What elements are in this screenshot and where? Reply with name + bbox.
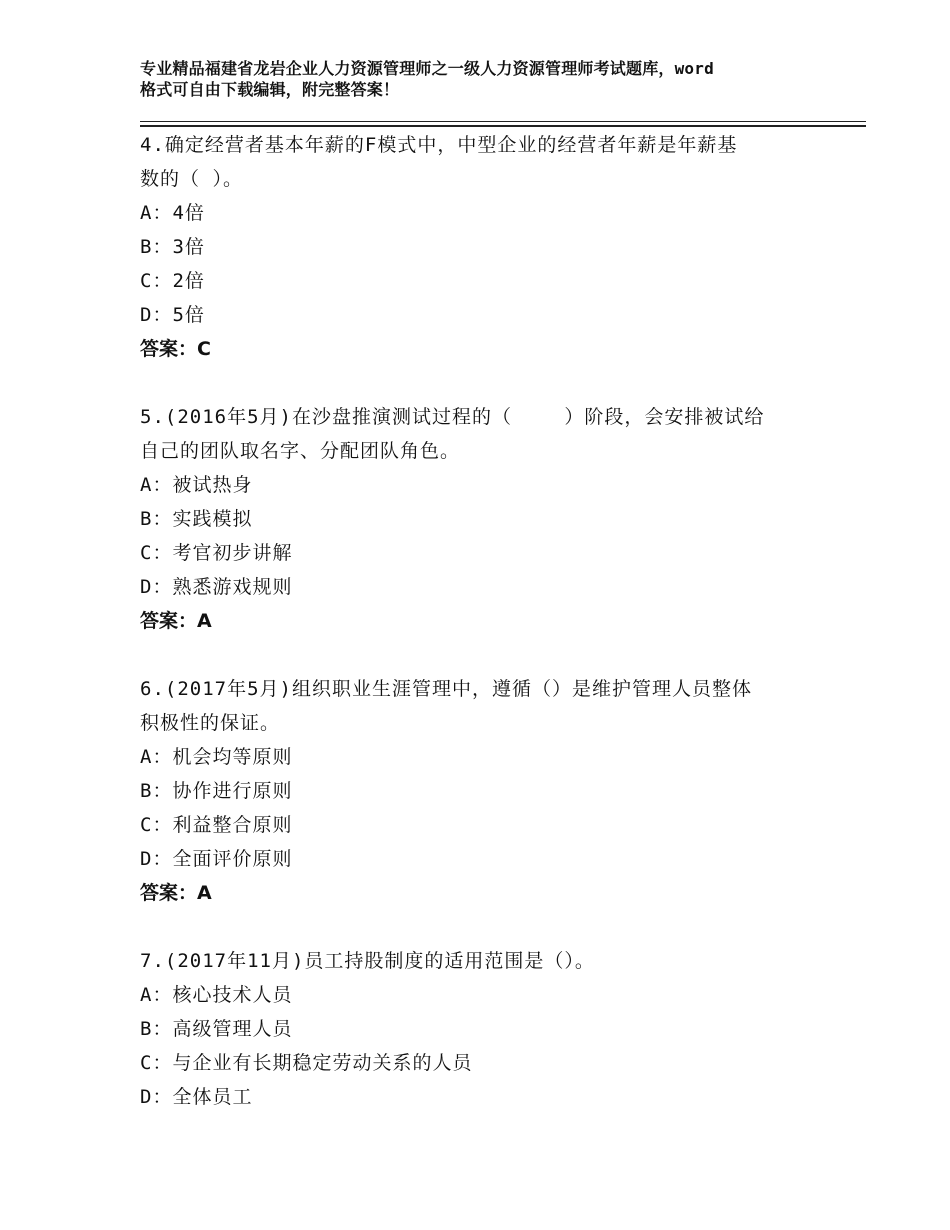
header-divider-thick (140, 125, 866, 127)
header-line-2: 格式可自由下载编辑，附完整答案！ (140, 80, 400, 99)
question-text: 4.确定经营者基本年薪的F模式中，中型企业的经营者年薪是年薪基 数的（ ）。 (140, 134, 738, 190)
document-header (140, 58, 820, 100)
option-c: C：利益整合原则 (140, 814, 293, 836)
question-5 (140, 400, 830, 638)
option-d: D：全体员工 (140, 1086, 253, 1108)
question-list (140, 128, 830, 1114)
option-d: D：熟悉游戏规则 (140, 576, 293, 598)
question-7 (140, 944, 830, 1114)
option-b: B：实践模拟 (140, 508, 253, 530)
option-b: B：协作进行原则 (140, 780, 293, 802)
option-c: C：与企业有长期稳定劳动关系的人员 (140, 1052, 473, 1074)
option-b: B：3倍 (140, 236, 205, 258)
spacer (140, 638, 830, 672)
question-4 (140, 128, 830, 366)
question-text: 6.(2017年5月)组织职业生涯管理中，遵循（）是维护管理人员整体 积极性的保证。 (140, 678, 752, 734)
option-c: C：2倍 (140, 270, 205, 292)
question-6 (140, 672, 830, 910)
option-a: A：4倍 (140, 202, 205, 224)
option-a: A：核心技术人员 (140, 984, 293, 1006)
question-text: 5.(2016年5月)在沙盘推演测试过程的（ ）阶段，会安排被试给 自己的团队取名字、分配团队角色。 (140, 406, 765, 462)
option-a: A：机会均等原则 (140, 746, 293, 768)
question-text: 7.(2017年11月)员工持股制度的适用范围是（）。 (140, 950, 595, 972)
answer-label: 答案：A (140, 610, 212, 632)
header-line-1: 专业精品福建省龙岩企业人力资源管理师之一级人力资源管理师考试题库，word (140, 59, 714, 78)
option-d: D：全面评价原则 (140, 848, 293, 870)
option-c: C：考官初步讲解 (140, 542, 293, 564)
option-a: A：被试热身 (140, 474, 253, 496)
spacer (140, 366, 830, 400)
header-divider-thin (140, 121, 866, 122)
answer-label: 答案：C (140, 338, 211, 360)
spacer (140, 910, 830, 944)
option-d: D：5倍 (140, 304, 205, 326)
answer-label: 答案：A (140, 882, 212, 904)
option-b: B：高级管理人员 (140, 1018, 293, 1040)
